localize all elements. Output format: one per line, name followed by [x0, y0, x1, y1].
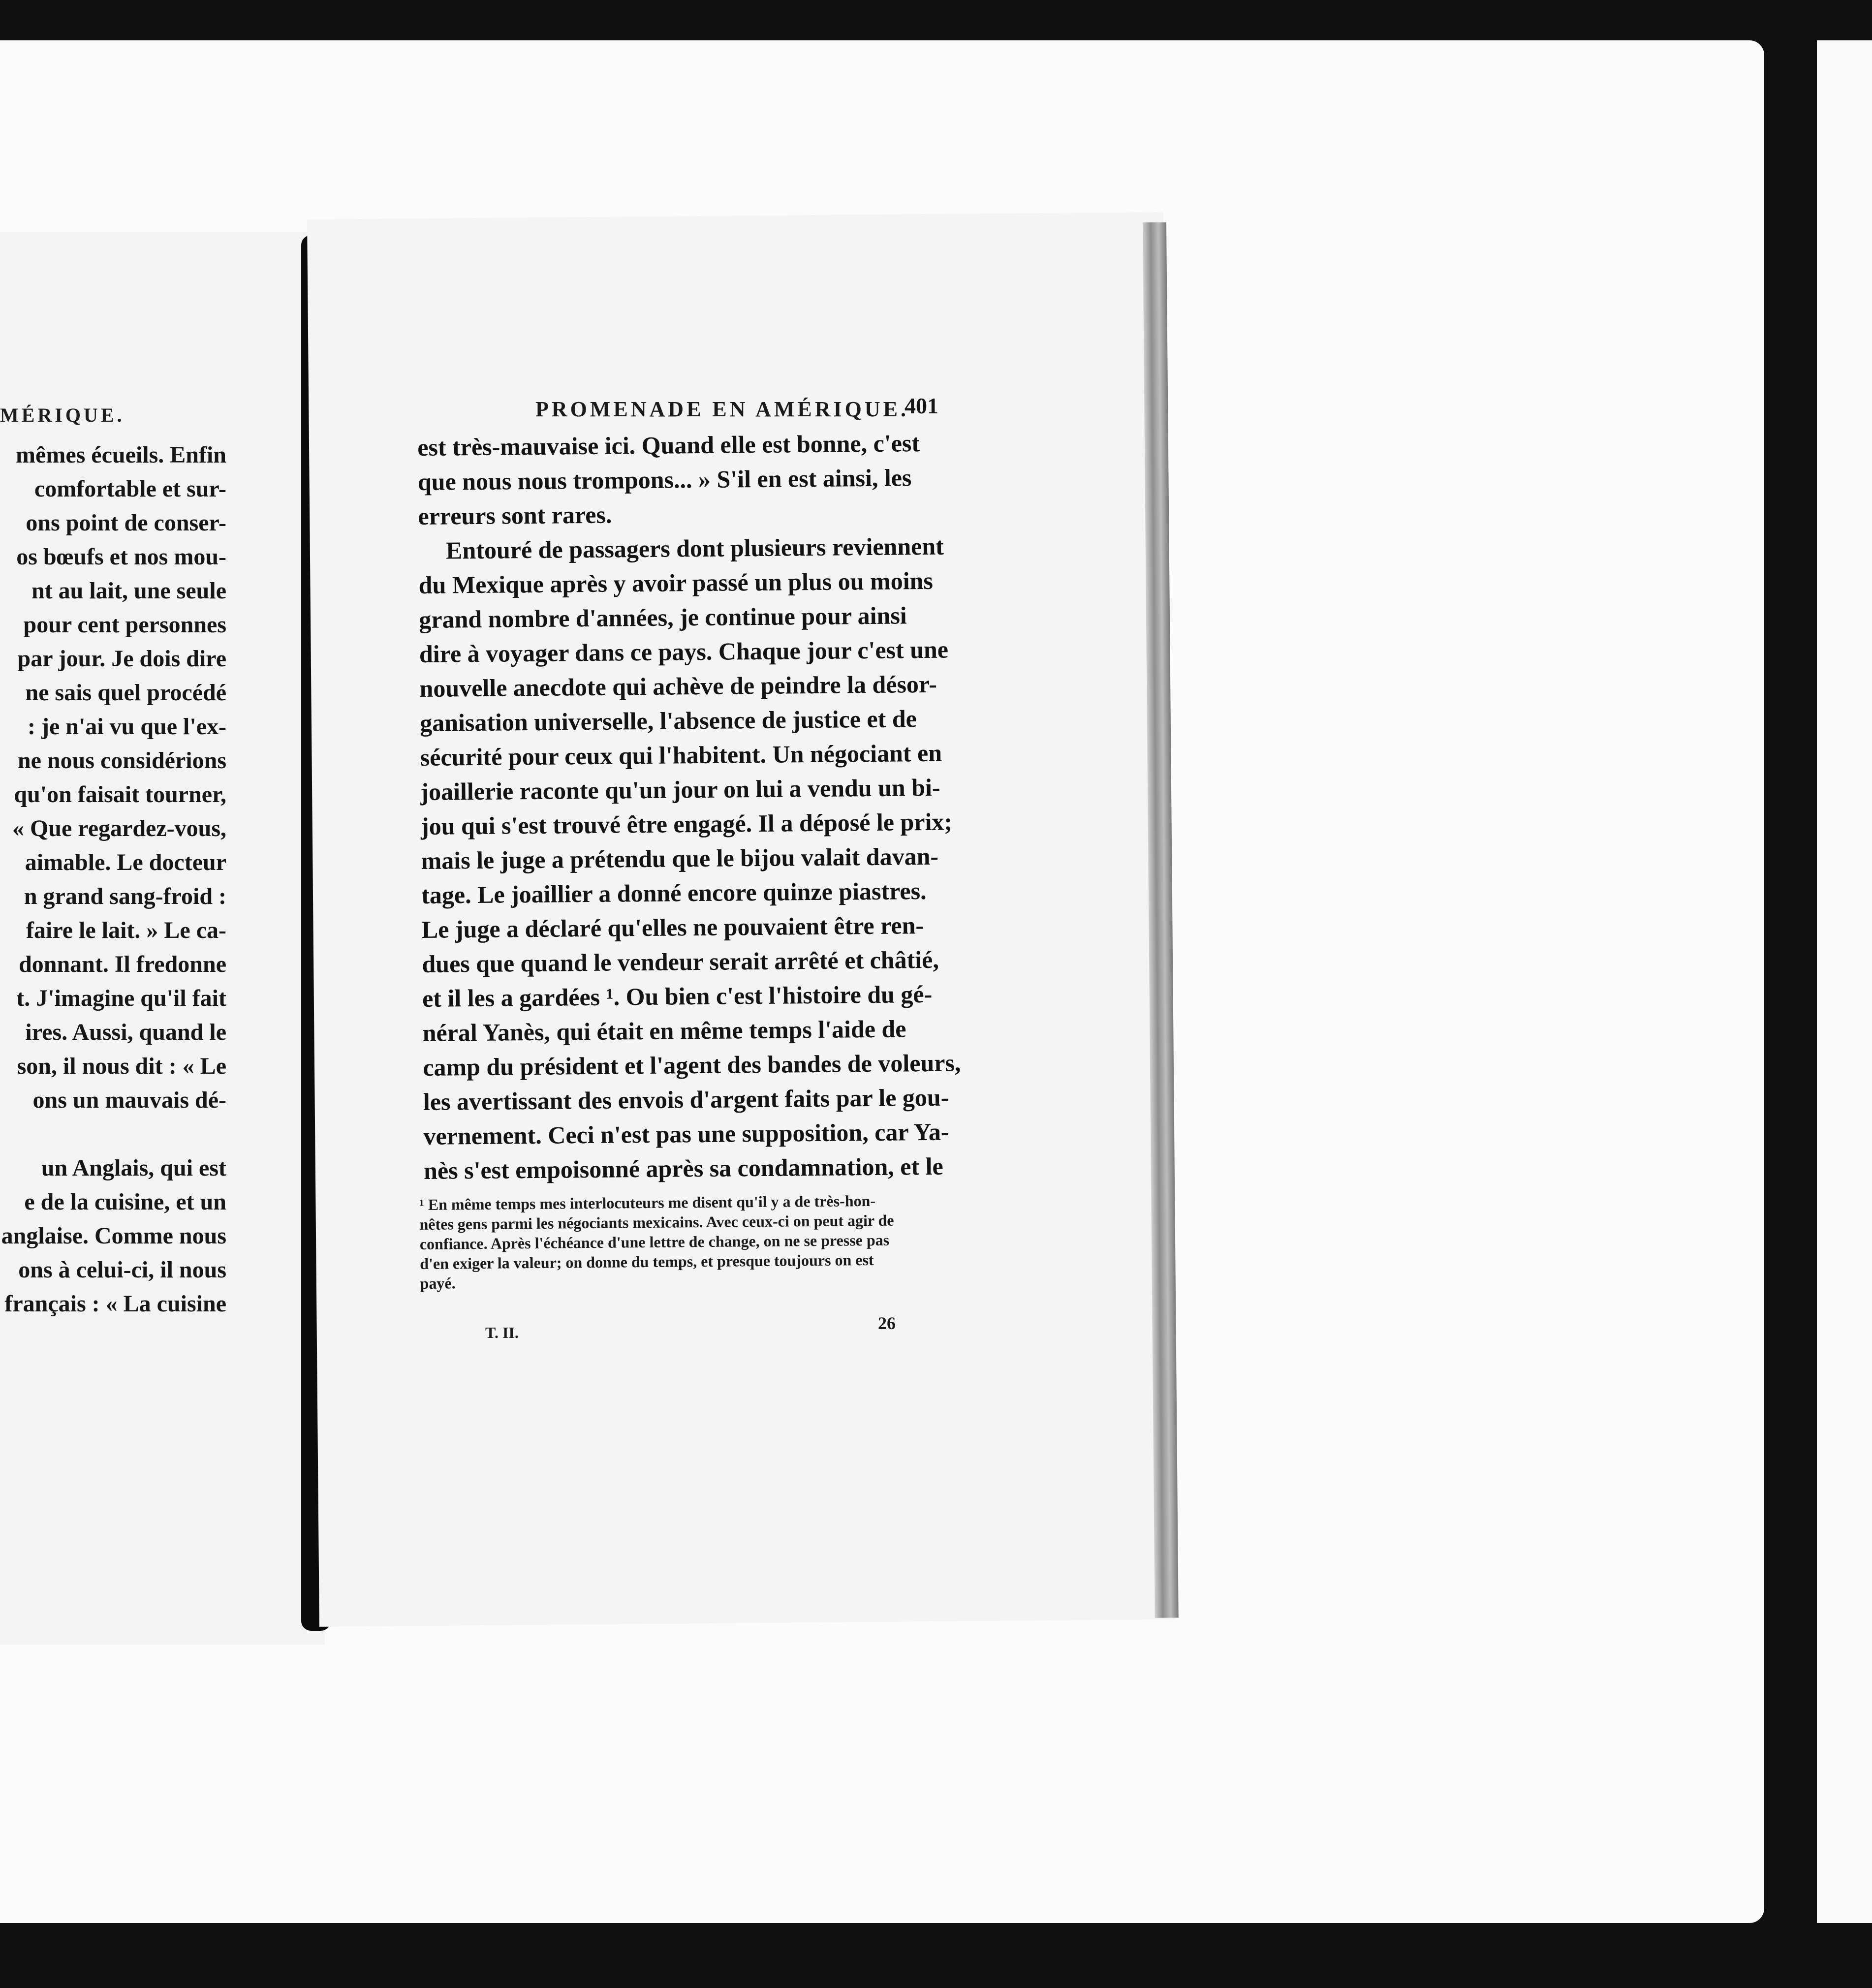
text-line: et il les a gardées ¹. Ou bien c'est l'histoire du gé-	[422, 980, 933, 1012]
text-line: nès s'est empoisonné après sa condamnation, et le	[423, 1152, 943, 1184]
text-line: e de la cuisine, et un	[24, 1189, 226, 1215]
text-line: que nous nous trompons... » S'il en est ainsi, les	[417, 464, 912, 496]
text-line: dues que quand le vendeur serait arrêté et châtié,	[422, 945, 939, 978]
text-line: os bœufs et nos mou-	[16, 544, 226, 570]
text-line: vernement. Ceci n'est pas une supposition, car Ya-	[423, 1118, 949, 1150]
text-line: joaillerie raconte qu'un jour on lui a vendu un bi-	[420, 773, 940, 806]
text-line: faire le lait. » Le ca-	[26, 917, 226, 943]
text-line: un Anglais, qui est	[41, 1155, 226, 1181]
text-line: mais le juge a prétendu que le bijou valait davan-	[421, 842, 939, 874]
text-line: donnant. Il fredonne	[19, 951, 226, 977]
footnote-line: confiance. Après l'échéance d'une lettre de change, on ne se presse pas	[419, 1231, 890, 1253]
text-line: camp du président et l'agent des bandes de voleurs,	[423, 1049, 961, 1081]
text-line: qu'on faisait tourner,	[14, 781, 226, 808]
footnote	[419, 1190, 962, 1293]
text-line: t. J'imagine qu'il fait	[16, 985, 226, 1011]
next-page-edge	[1817, 40, 1872, 1923]
text-line: ons point de conser-	[26, 510, 226, 536]
text-line: aimable. Le docteur	[25, 849, 226, 875]
text-line: n grand sang-froid :	[24, 883, 226, 909]
text-line: français : « La cuisine	[4, 1291, 226, 1317]
text-line: son, il nous dit : « Le	[17, 1053, 226, 1079]
text-line-blank	[0, 1117, 226, 1151]
text-line: comfortable et sur-	[34, 476, 226, 502]
text-line: ne nous considérions	[17, 747, 226, 774]
text-line: : je n'ai vu que l'ex-	[28, 714, 226, 740]
footnote-line: payé.	[420, 1274, 456, 1292]
text-line: ons un mauvais dé-	[32, 1087, 226, 1113]
right-page-text	[417, 425, 960, 1187]
volume-signature: T. II.	[485, 1324, 519, 1341]
text-line: anglaise. Comme nous	[1, 1223, 226, 1249]
left-running-head: MÉRIQUE.	[0, 404, 125, 426]
right-running-head: PROMENADE EN AMÉRIQUE.	[535, 397, 909, 421]
text-line: mêmes écueils. Enfin	[16, 442, 226, 468]
text-line: tage. Le joaillier a donné encore quinze piastres.	[421, 877, 927, 909]
text-line: est très-mauvaise ici. Quand elle est bonne, c'est	[417, 429, 920, 461]
text-line: ons à celui-ci, il nous	[18, 1257, 226, 1283]
text-line: ganisation universelle, l'absence de justice et de	[419, 705, 917, 737]
text-line: néral Yanès, qui était en même temps l'aide de	[422, 1015, 906, 1047]
text-line: sécurité pour ceux qui l'habitent. Un négociant en	[420, 739, 942, 771]
text-line: jou qui s'est trouvé être engagé. Il a déposé le prix;	[420, 808, 953, 840]
text-line: par jour. Je dois dire	[17, 646, 226, 672]
footnote-line: nêtes gens parmi les négociants mexicains. Avec ceux-ci on peut agir de	[419, 1211, 894, 1233]
footnote-line: d'en exiger la valeur; on donne du temps, et presque toujours on est	[420, 1250, 874, 1273]
text-line: ires. Aussi, quand le	[25, 1019, 226, 1045]
text-line: nouvelle anecdote qui achève de peindre la désor-	[419, 670, 937, 702]
text-line: « Que regardez-vous,	[12, 815, 226, 841]
text-line: Le juge a déclaré qu'elles ne pouvaient être ren-	[421, 911, 924, 943]
text-line: du Mexique après y avoir passé un plus ou moins	[418, 566, 934, 599]
text-line: Entouré de passagers dont plusieurs reviennent	[445, 532, 944, 564]
left-page-text	[0, 438, 226, 1321]
text-line: grand nombre d'années, je continue pour ainsi	[419, 601, 907, 633]
text-line: nt au lait, une seule	[31, 578, 226, 604]
text-line: dire à voyager dans ce pays. Chaque jour c'est une	[419, 635, 949, 668]
text-line: les avertissant des envois d'argent faits par le gou-	[423, 1083, 949, 1116]
text-line: erreurs sont rares.	[418, 500, 612, 530]
gathering-number: 26	[878, 1313, 896, 1333]
footnote-line: ¹ En même temps mes interlocuteurs me disent qu'il y a de très-hon-	[419, 1191, 876, 1213]
text-line: pour cent personnes	[23, 612, 226, 638]
text-line: ne sais quel procédé	[25, 680, 226, 706]
page-number: 401	[905, 393, 938, 418]
